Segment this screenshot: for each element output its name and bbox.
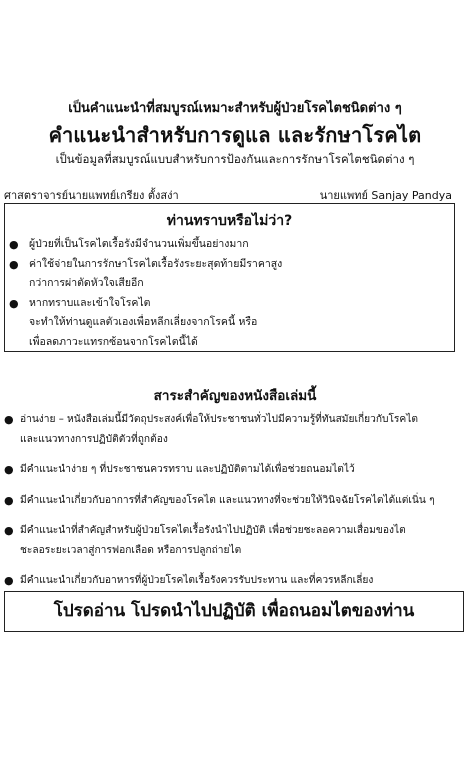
bullet-icon: ● <box>4 574 14 587</box>
did-you-know-item <box>5 274 454 294</box>
essence-item-line: อ่านง่าย – หนังสือเล่มนี้มีวัตถุประสงค์เพื่อให้ประชาชนทั่วไปมีความรู้ที่ทันสมัยเกี่ยวกับโรคไต <box>20 414 418 425</box>
essence-item <box>4 521 462 560</box>
did-you-know-item <box>5 333 454 353</box>
bullet-icon: ● <box>4 493 14 507</box>
essence-item <box>4 410 462 449</box>
essence-item-line: มีคำแนะนำที่สำคัญสำหรับผู้ป่วยโรคไตเรื้อรังนำไปปฏิบัติ เพื่อช่วยชะลอความเสื่อมของไต <box>20 525 406 536</box>
did-you-know-text: เพื่อลดภาวะแทรกซ้อนจากโรคไตนี้ได้ <box>29 335 198 348</box>
did-you-know-text: หากทราบและเข้าใจโรคไต <box>29 296 151 309</box>
essence-item-line: มีคำแนะนำเกี่ยวกับอาการที่สำคัญของโรคไต และแนวทางที่จะช่วยให้วินิจฉัยโรคไตได้แต่เนิ่น ๆ <box>20 494 435 506</box>
bullet-icon: ● <box>9 238 19 251</box>
did-you-know-item <box>5 313 454 333</box>
essence-list <box>4 410 462 602</box>
essence-item <box>4 491 462 511</box>
authors-row <box>4 186 452 202</box>
did-you-know-list <box>5 235 454 352</box>
bullet-icon: ● <box>9 257 19 271</box>
did-you-know-title: ท่านทราบหรือไม่ว่า? <box>166 213 293 229</box>
essence-item-line: มีคำแนะนำเกี่ยวกับอาหารที่ผู้ป่วยโรคไตเรื้อรังควรรับประทาน และที่ควรหลีกเลี่ยง <box>20 575 374 586</box>
author-thai: ศาสตราจารย์นายแพทย์เกรียง ตั้งสง่า <box>4 189 179 202</box>
did-you-know-text: ค่าใช้จ่ายในการรักษาโรคไตเรื้อรังระยะสุดท้ายมีราคาสูง <box>29 257 283 270</box>
essence-item-line: มีคำแนะนำง่าย ๆ ที่ประชาชนควรทราบ และปฏิบัติตามได้เพื่อช่วยถนอมไตไว้ <box>20 464 355 475</box>
closing-box <box>4 591 464 632</box>
essence-item-line: ชะลอระยะเวลาสู่การฟอกเลือด หรือการปลูกถ่ายไต <box>20 544 242 556</box>
bullet-icon: ● <box>4 413 14 426</box>
did-you-know-text: จะทำให้ท่านดูแลตัวเองเพื่อหลีกเลี่ยงจากโรคนี้ หรือ <box>29 316 258 328</box>
intro-line: เป็นคำแนะนำที่สมบูรณ์เหมาะสำหรับผู้ป่วยโรคไตชนิดต่าง ๆ <box>68 101 402 116</box>
did-you-know-item <box>5 255 454 275</box>
essence-item <box>4 460 462 480</box>
did-you-know-box <box>4 203 455 352</box>
essence-item <box>4 571 462 591</box>
did-you-know-text: กว่าการผ่าตัดหัวใจเสียอีก <box>29 277 144 289</box>
bullet-icon: ● <box>4 524 14 537</box>
essence-item-line: และแนวทางการปฏิบัติตัวที่ถูกต้อง <box>20 433 168 445</box>
page-subtitle: เป็นข้อมูลที่สมบูรณ์แบบสำหรับการป้องกันและการรักษาโรคไตชนิดต่าง ๆ <box>55 152 415 166</box>
author-pandya: นายแพทย์ Sanjay Pandya <box>319 189 452 202</box>
closing-text: โปรดอ่าน โปรดนำไปปฏิบัติ เพื่อถนอมไตของท่าน <box>53 601 415 621</box>
did-you-know-item <box>5 235 454 255</box>
essence-title: สาระสำคัญของหนังสือเล่มนี้ <box>153 388 317 404</box>
bullet-icon: ● <box>9 296 19 310</box>
did-you-know-text: ผู้ป่วยที่เป็นโรคไตเรื้อรังมีจำนวนเพิ่มขึ้นอย่างมาก <box>29 238 249 250</box>
page-title: คำแนะนำสำหรับการดูแล และรักษาโรคไต <box>48 123 422 147</box>
bullet-icon: ● <box>4 463 14 476</box>
did-you-know-item <box>5 294 454 314</box>
